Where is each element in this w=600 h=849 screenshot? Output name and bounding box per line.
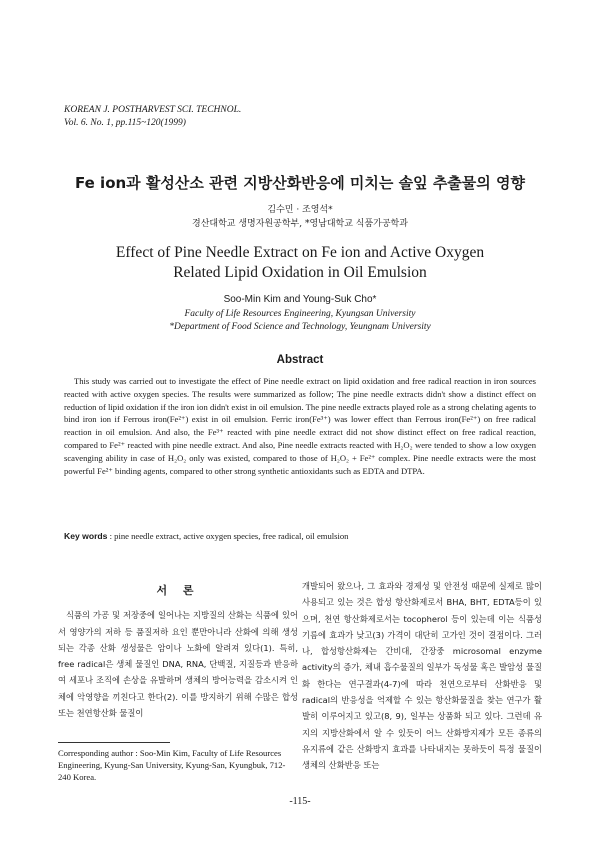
section-heading-introduction: 서 론	[156, 584, 200, 597]
journal-volume: Vol. 6. No. 1, pp.115~120(1999)	[64, 118, 186, 128]
right-column	[302, 578, 542, 774]
korean-affiliation: 경산대학교 생명자원공학부, *영남대학교 식품가공학과	[192, 219, 408, 229]
intro-paragraph-left: 식품의 가공 및 저장중에 일어나는 지방질의 산화는 식품에 있어서 영양가의 저하 등 품질저하 요인 뿐만아니라 산화에 의해 생성되는 각종 산화 생성물은 암이나 노화에 알려져 있다(1). 특히, free radical은 생체 물질인 DNA, RNA, 단백질, 지질등과 반응하여 세포나 조직에 손상을 유발하며 생체의 방어능력을 감소시켜 인체에 악영향을 끼친다고 한다(2). 이를 방지하기 위해 수많은 합성 또는 천연항산화 물질이	[58, 610, 298, 719]
english-title-line-1: Effect of Pine Needle Extract on Fe ion and Active Oxygen	[115, 244, 485, 261]
keywords-label: Key words	[64, 531, 108, 541]
left-column	[58, 583, 298, 721]
english-authors: Soo-Min Kim and Young-Suk Cho*	[223, 294, 377, 305]
correspondence-text: Corresponding author : Soo-Min Kim, Faculty of Life Resources Engineering, Kyung-San University, Kyung-San, Kyungbuk, 712-240 Korea.	[58, 748, 286, 782]
footnote-divider	[58, 742, 170, 743]
keywords	[64, 531, 544, 541]
english-title	[0, 243, 600, 283]
page-number: -115-	[289, 796, 311, 807]
abstract-heading: Abstract	[276, 354, 324, 366]
journal-header	[64, 104, 241, 130]
affiliation-line-2: *Department of Food Science and Technology, Yeungnam University	[169, 322, 431, 332]
korean-authors: 김수민 · 조영석*	[267, 205, 333, 215]
correspondence-footnote	[58, 742, 298, 783]
abstract-text: This study was carried out to investigate the effect of Pine needle extract on lipid oxidation and free radical reaction in iron sources reacted with active oxygen species. The results were summarized as follow; The pine needle extracts didn't show a distinct effect on reduction of lipid oxidation if the iron ion didn't exist in oil emulsion. The pine needle extracts played role as a strong chelating agents to bind iron ion if Ferrous iron(Fe²⁺) exist in oil emulsion. Ferric iron(Fe³⁺) was lower effect than Ferrous iron(Fe²⁺) on free radical reaction in oil emulsion. And also, the Fe³⁺ reacted with pine needle extract did not show distinct effect on free radical reaction, compared to Fe²⁺ reacted with pine needle extract. And also, Pine needle extracts reacted with H₂O₂ were tended to show a low oxygen scavenging ability in case of H₂O₂ only was existed, compared to those of H₂O₂ + Fe²⁺ complex. Pine needle extracts were the most powerful Fe²⁺ binding agents, compared to other strong synthetic antioxidants such as EDTA and DTPA.	[64, 376, 536, 476]
korean-title: Fe ion과 활성산소 관련 지방산화반응에 미치는 솔잎 추출물의 영향	[75, 174, 525, 192]
affiliation-line-1: Faculty of Life Resources Engineering, Kyungsan University	[184, 309, 416, 319]
journal-name: KOREAN J. POSTHARVEST SCI. TECHNOL.	[64, 105, 242, 115]
english-title-line-2: Related Lipid Oxidation in Oil Emulsion	[173, 264, 427, 281]
intro-paragraph-right: 개발되어 왔으나, 그 효과와 경제성 및 안전성 때문에 실제로 많이 사용되고 있는 것은 합성 항산화제로서 BHA, BHT, EDTA등이 있으며, 천연 항산화제로서는 tocopherol 등이 있는데 이는 식품성 기름에 효과가 낮고(3) 가격이 대단히 고가인 것이 결점이다. 그러나, 합성항산화제는 간비대, 간장중 microsomal enzyme activity의 증가, 체내 흡수물질의 일부가 독성물 혹은 발암성 물질화 한다는 연구결과(4-7)에 따라 천연으로부터 산화반응 및 radical의 반응성을 억제할 수 있는 항산화물질을 찾는 연구가 활발히 이루어지고 있고(8, 9), 일부는 상품화 되고 있다. 그런데 유지의 지방산화에서 알 수 있듯이 어느 산화방지제가 모든 종류의 유지류에 같은 산화방지 효과를 나타내지는 못하듯이 특정 물질이 생체의 산화반응 또는	[302, 581, 542, 771]
english-affiliation	[0, 308, 600, 334]
keywords-text: : pine needle extract, active oxygen species, free radical, oil emulsion	[107, 531, 349, 541]
